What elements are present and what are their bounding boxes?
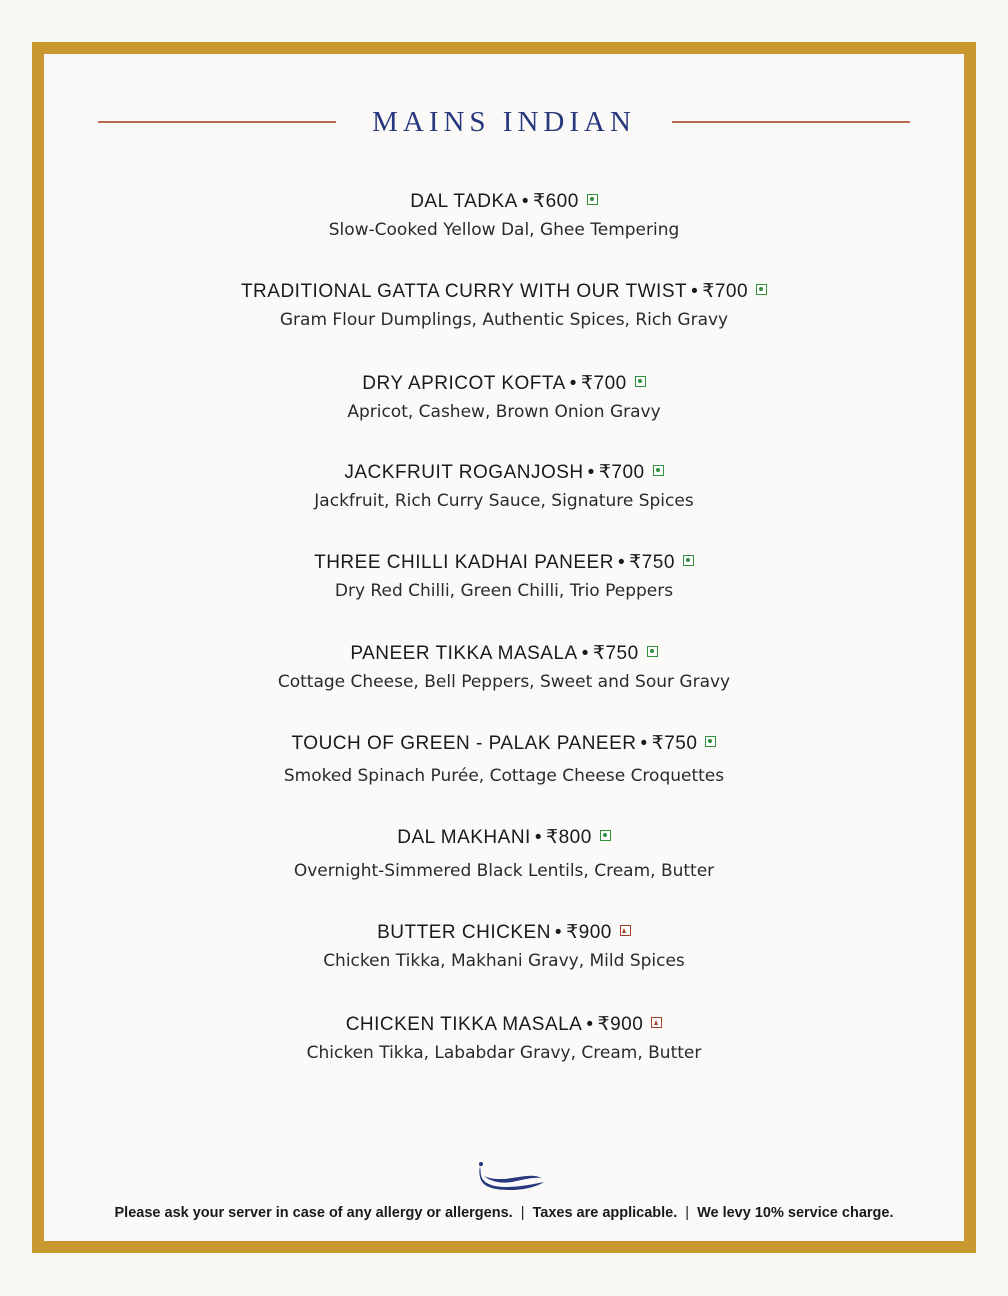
menu-item-heading (0, 921, 1008, 945)
nonveg-mark-icon (620, 925, 631, 936)
item-description: Chicken Tikka, Lababdar Gravy, Cream, Butter (306, 1043, 702, 1063)
menu-item (0, 732, 1008, 788)
item-price: ₹800 (545, 827, 592, 848)
veg-mark-icon (653, 465, 664, 476)
item-name: DAL MAKHANI (397, 827, 531, 848)
item-name: CHICKEN TIKKA MASALA (345, 1014, 583, 1035)
menu-item (0, 280, 1008, 332)
menu-item (0, 1013, 1008, 1065)
footer-separator: | (520, 1205, 525, 1221)
header-rule-left (98, 121, 336, 123)
separator-dot: • (554, 922, 563, 943)
separator-dot: • (521, 191, 529, 212)
item-description: Jackfruit, Rich Curry Sauce, Signature Spices (314, 491, 694, 511)
menu-item-heading (0, 1013, 1008, 1037)
menu-item (0, 642, 1008, 694)
footer-separator: | (685, 1205, 690, 1221)
separator-dot: • (691, 281, 699, 302)
item-price: ₹750 (629, 552, 675, 573)
header-rule-right (672, 121, 910, 123)
footer-service: We levy 10% service charge. (697, 1205, 894, 1221)
veg-mark-icon (756, 284, 767, 295)
menu-item-heading (0, 372, 1008, 396)
item-description: Cottage Cheese, Bell Peppers, Sweet and Sour Gravy (277, 672, 731, 692)
menu-item (0, 921, 1008, 973)
footer-notice (0, 1202, 1008, 1224)
item-description: Overnight-Simmered Black Lentils, Cream, Butter (293, 861, 715, 881)
item-name: THREE CHILLI KADHAI PANEER (314, 552, 614, 573)
item-description: Slow-Cooked Yellow Dal, Ghee Tempering (328, 220, 680, 240)
item-name: TRADITIONAL GATTA CURRY WITH OUR TWIST (240, 281, 688, 302)
item-description: Gram Flour Dumplings, Authentic Spices, Rich Gravy (279, 310, 729, 330)
item-price: ₹600 (533, 191, 579, 212)
menu-item-heading (0, 461, 1008, 485)
item-price: ₹750 (651, 733, 698, 754)
footer-allergy: Please ask your server in case of any allergy or allergens. (114, 1205, 513, 1221)
menu-item-heading (0, 190, 1008, 214)
menu-item-heading (0, 732, 1008, 756)
item-description: Dry Red Chilli, Green Chilli, Trio Peppers (334, 581, 674, 601)
veg-mark-icon (683, 555, 694, 566)
item-name: DRY APRICOT KOFTA (362, 373, 566, 394)
menu-item (0, 372, 1008, 424)
menu-item (0, 461, 1008, 513)
peacock-logo-icon (476, 1160, 546, 1192)
item-name: TOUCH OF GREEN - PALAK PANEER (291, 733, 637, 754)
menu-item-heading (0, 280, 1008, 304)
section-header (0, 100, 1008, 144)
menu-item (0, 551, 1008, 603)
menu-item-heading (0, 642, 1008, 666)
item-price: ₹750 (592, 643, 639, 664)
veg-mark-icon (635, 376, 646, 387)
item-description: Smoked Spinach Purée, Cottage Cheese Croquettes (283, 766, 725, 786)
item-description: Apricot, Cashew, Brown Onion Gravy (347, 402, 661, 422)
separator-dot: • (640, 733, 648, 754)
menu-item-heading (0, 551, 1008, 575)
section-title: MAINS INDIAN (372, 106, 636, 138)
separator-dot: • (586, 1014, 594, 1035)
item-name: PANEER TIKKA MASALA (350, 643, 578, 664)
nonveg-mark-icon (651, 1017, 662, 1028)
separator-dot: • (617, 552, 626, 573)
item-name: BUTTER CHICKEN (377, 922, 551, 943)
item-price: ₹700 (580, 373, 627, 394)
item-price: ₹700 (702, 281, 749, 302)
item-name: DAL TADKA (410, 191, 518, 212)
separator-dot: • (581, 643, 589, 664)
item-price: ₹700 (598, 462, 645, 483)
item-name: JACKFRUIT ROGANJOSH (344, 462, 584, 483)
veg-mark-icon (705, 736, 716, 747)
separator-dot: • (534, 827, 542, 848)
menu-item-heading (0, 826, 1008, 850)
veg-mark-icon (647, 646, 658, 657)
veg-mark-icon (600, 830, 611, 841)
footer-taxes: Taxes are applicable. (532, 1205, 678, 1221)
item-price: ₹900 (566, 922, 612, 943)
item-price: ₹900 (597, 1014, 644, 1035)
separator-dot: • (587, 462, 595, 483)
separator-dot: • (569, 373, 577, 394)
menu-item (0, 190, 1008, 242)
menu-item (0, 826, 1008, 883)
item-description: Chicken Tikka, Makhani Gravy, Mild Spices (323, 951, 685, 971)
veg-mark-icon (587, 194, 598, 205)
